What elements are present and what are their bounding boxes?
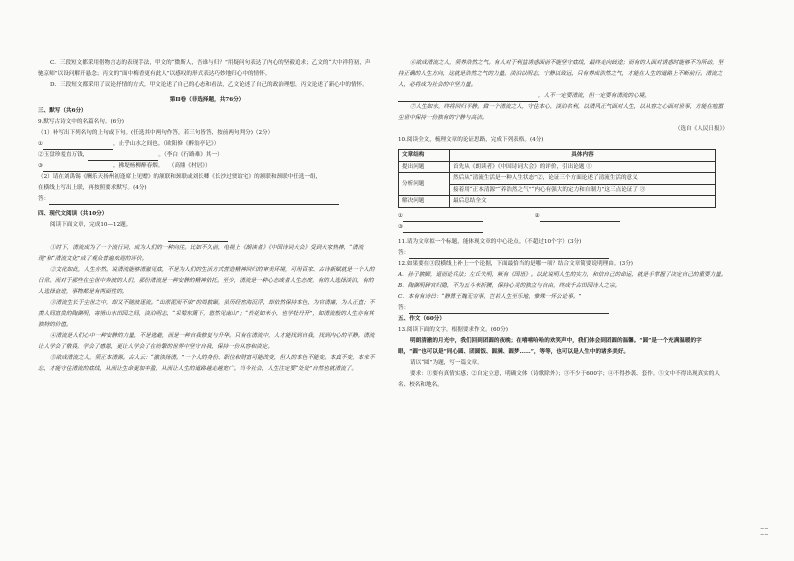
essay-paragraph: ⑦人生如水，终将回归平静。做一个清流之人，守住本心，淡泊名利，以清风正气面对人生，以从容之心面对世事，方能在喧嚣尘世中保持一份独有的宁静与高洁。 xyxy=(398,104,724,121)
essay-paragraph: ②文化如此，人生亦然。说清流能够清澈见底，不是为人们的生活方式营造精神回归的审美环境，可用百家、古诗新赋就是一个人的日常。而对于那些在尘世中奔波的人们，那份清流是一种安静的精神依托。至少，清流是一种心态或者人生态度，有的人选择淡泊，有的人选择奋进，事物都是有两面性的。 xyxy=(38,267,375,295)
q9-c-marker: ③ xyxy=(38,163,44,169)
essay-continued xyxy=(398,58,728,124)
q9-answer-blank[interactable] xyxy=(49,204,339,205)
question-10-answers-2: ③ xyxy=(398,222,728,233)
question-9-part2: （2）请在刘禹锡《酬乐天扬州初逢席上见赠》的颔联和颈联或刘长卿《长沙过贾谊宅》的颔联和颈联中任选一组， xyxy=(38,174,322,180)
question-12-option-b: B．陶渊明辞官归隐，不为五斗米折腰，保持心灵的独立与自由，终成千古田园诗人之宗。 xyxy=(398,282,621,289)
essay-body xyxy=(38,243,376,375)
table-cell: 首先从《朗读者》《中国诗词大会》的评价，引出论题 ① xyxy=(450,161,716,173)
table-row xyxy=(399,173,716,185)
question-9-line-b xyxy=(38,150,376,161)
section-four-title: 四、现代文阅读（共10分） xyxy=(38,211,108,217)
essay-title-line xyxy=(38,231,376,243)
q9-a-marker: ① xyxy=(38,141,44,147)
structure-table xyxy=(398,149,716,208)
table-row xyxy=(399,196,716,208)
question-11-answer: 答： xyxy=(398,248,728,259)
question-13-text: 明朗清澈的月光中，我们回到团圆的夜晚；在嘻嘻哈哈的欢笑声中，我们体会到团圆的温馨。“圆”是一个充满温暖的字眼，“圆”也可以是“同心圆、团圆饭、圆满、圆梦……”，等等，也可以是人生中的诸多美好。 xyxy=(398,337,702,355)
question-12-option-a: A．孙子膑脚，退而论兵法；左丘失明，厥有《国语》。以此说明人生的实力，和信自己的命运，就是手掌握了决定自己的重要力量。 xyxy=(398,271,727,278)
table-cell: 接着用“正本清源”“养浩然之气”“内心有强大的定力和自制力”这三点论证了 ③ xyxy=(450,184,716,196)
question-12: 12.如果要在③段横线上补上一个论据，下面最恰当的是哪一项？结合文章简要说明理由。(3分) xyxy=(398,260,633,267)
q9-a-text: ，止乎山水之间也。（欧阳修《醉翁亭记》） xyxy=(113,141,220,147)
table-cell: 提出问题 xyxy=(399,161,450,173)
left-column xyxy=(38,58,376,375)
option-c: C．三段短文都采用借物言志的表现手法，甲文的“微斯人，吾谁与归？”用疑问句表达了内心的坚毅追求；乙文的“大中祥符初，声驰京师”以设问解开悬念；丙文的“面中梅香更有此人”以感叹的形式表达巧妙地归心中的情怀。 xyxy=(38,60,371,77)
question-9-part1: （1）补写出下列名句的上句或下句。(任选其中两句作答，若三句皆答，按前两句判分)（2分） xyxy=(38,130,274,136)
question-9-line-c xyxy=(38,161,376,172)
question-9-intro: 9.默写古诗文中的名篇名句。(6分) xyxy=(38,119,124,125)
essay-paragraph: ①时下，清流成为了一个流行词，成为人们的一种向往。比如不久前，电视上《朗读者》《中国诗词大会》受到大家热捧，“清流现”和“清流文化”成了观众普遍欢迎的评价。 xyxy=(38,245,364,262)
section-four-intro: 阅读下面文章，完成10—12题。 xyxy=(50,222,132,228)
q9-c-source: （高鼎《村居》） xyxy=(168,163,211,169)
essay-paragraph: ⑥欲成清流之人，须养浩然之气。有人对于利益诱惑面前不能坚守底线，最终走向歧途；而有的人面对诱惑时能够不为所动，坚持正确的人生方向，这就是浩然之气的力量。淡泊以明志，宁静以致远，只有养成浩然之气，才能在人生的道路上不断前行。清流之人，必将成为社会的中坚力量。 xyxy=(398,60,724,88)
table-cell: 分析问题 xyxy=(399,173,450,196)
table-row xyxy=(399,161,716,173)
question-13-requirements: 要求：①要有真情实感；②自定立意，明确文体（诗歌除外）；③不少于600字；④不得抄袭、套作。⑤文中不得出现真实的人名、校名和地名。 xyxy=(398,370,720,388)
table-cell: 然后从“清流生活是一种人生状态”②，论证三个方面论述了清流生活的意义 xyxy=(450,173,716,185)
essay-paragraph-blank: ，人不一定要清流，但一定要有清流的心境。 xyxy=(398,91,728,102)
option-d: D．三段短文都采用了议论抒情的方式，甲文论述了自己的心态和看法，乙文论述了自己的政治理想，丙文论述了新心中的情怀。 xyxy=(50,82,368,88)
table-header-row xyxy=(399,150,716,162)
corner-mark: ∽∽ ∽∽ xyxy=(760,526,769,538)
essay-paragraph: ⑤欲成清流之人，须正本清源。古人云：“激浊扬清。”一个人的身份、职位和财富可能改变，但人的本色不能变。本真不变，本来不忘，才能守住清流的底线，从而让生命更加丰盈，从而让人生的道路越走越宽广。当今社会，人生注定要“处处”自然也就清流了。 xyxy=(38,355,375,372)
essay-paragraph: ③清流生长于尘世之中，却又不随波逐流。“出淤泥而不染”的周敦颐，虽历经宦海沉浮，却依然保持本色，为官清廉，为人正直；不羡人间富贵的陶渊明，寄情山水田园之间，淡泊明志，“采菊东篱下，悠然见南山”；“苔花如米小，也学牡丹开”，如清流般的人生亦有其独特的价值。 xyxy=(38,300,375,328)
table-cell: 解决问题 xyxy=(399,196,450,208)
part-two-title: 第II卷（非选择题，共76分） xyxy=(169,97,245,103)
question-11: 11.请为文章拟一个标题，能体现文章的中心论点。（不超过10个字）(3分) xyxy=(398,238,582,245)
q9-c-text: ，拂堤杨柳醉春烟。 xyxy=(113,163,164,169)
q9-b-source: 。（李白《行路难》其一） xyxy=(158,152,223,158)
question-9-line-a xyxy=(38,139,376,150)
section-three-title: 三、默写（共6分） xyxy=(38,108,87,114)
question-9-part2b: 在横线上写出上联，再按照要求默写。(4分) xyxy=(38,185,147,191)
table-cell: 最后总结全文 xyxy=(450,196,716,208)
section-five-title: 五、作文（60分） xyxy=(398,315,445,322)
question-12-answer: 答： xyxy=(398,303,728,314)
question-13-task: 请以“圆”为题，写一篇文章。 xyxy=(410,359,483,366)
table-header-cell: 具体内容 xyxy=(450,150,716,162)
question-9-answer: 答： xyxy=(38,194,376,205)
q10-answer-2[interactable] xyxy=(540,221,620,222)
table-header-cell: 文章结构 xyxy=(399,150,450,162)
essay-paragraph: ④清流是人们心中一种安静的力量，不是逃避，而是一种自我修复与升华。只有在清流中，人才能找到自我，找到内心的平静。清流让人学会了敬畏，学会了感恩，更让人学会了在纷繁的世界中坚守自我，保持一份从容和淡定。 xyxy=(38,333,375,350)
q9-b-text: ②玉盘珍羞直万钱， xyxy=(38,152,89,158)
right-column xyxy=(398,58,728,391)
essay-source: （选自《人民日报》） xyxy=(674,126,728,132)
question-10-answers: ① ② xyxy=(398,211,728,222)
question-12-option-c: C．本有有诗曰：“静算王魏无穷事，岂若人生至乐地，惟殊一怀公论事。” xyxy=(398,293,582,300)
question-13: 13.阅读下面的文字，根据要求作文。(60分) xyxy=(398,326,508,333)
q10-answer-3[interactable] xyxy=(403,232,483,233)
question-10: 10.阅读全文，梳理文章的论证思路，完成下列表格。(4分) xyxy=(398,137,544,143)
